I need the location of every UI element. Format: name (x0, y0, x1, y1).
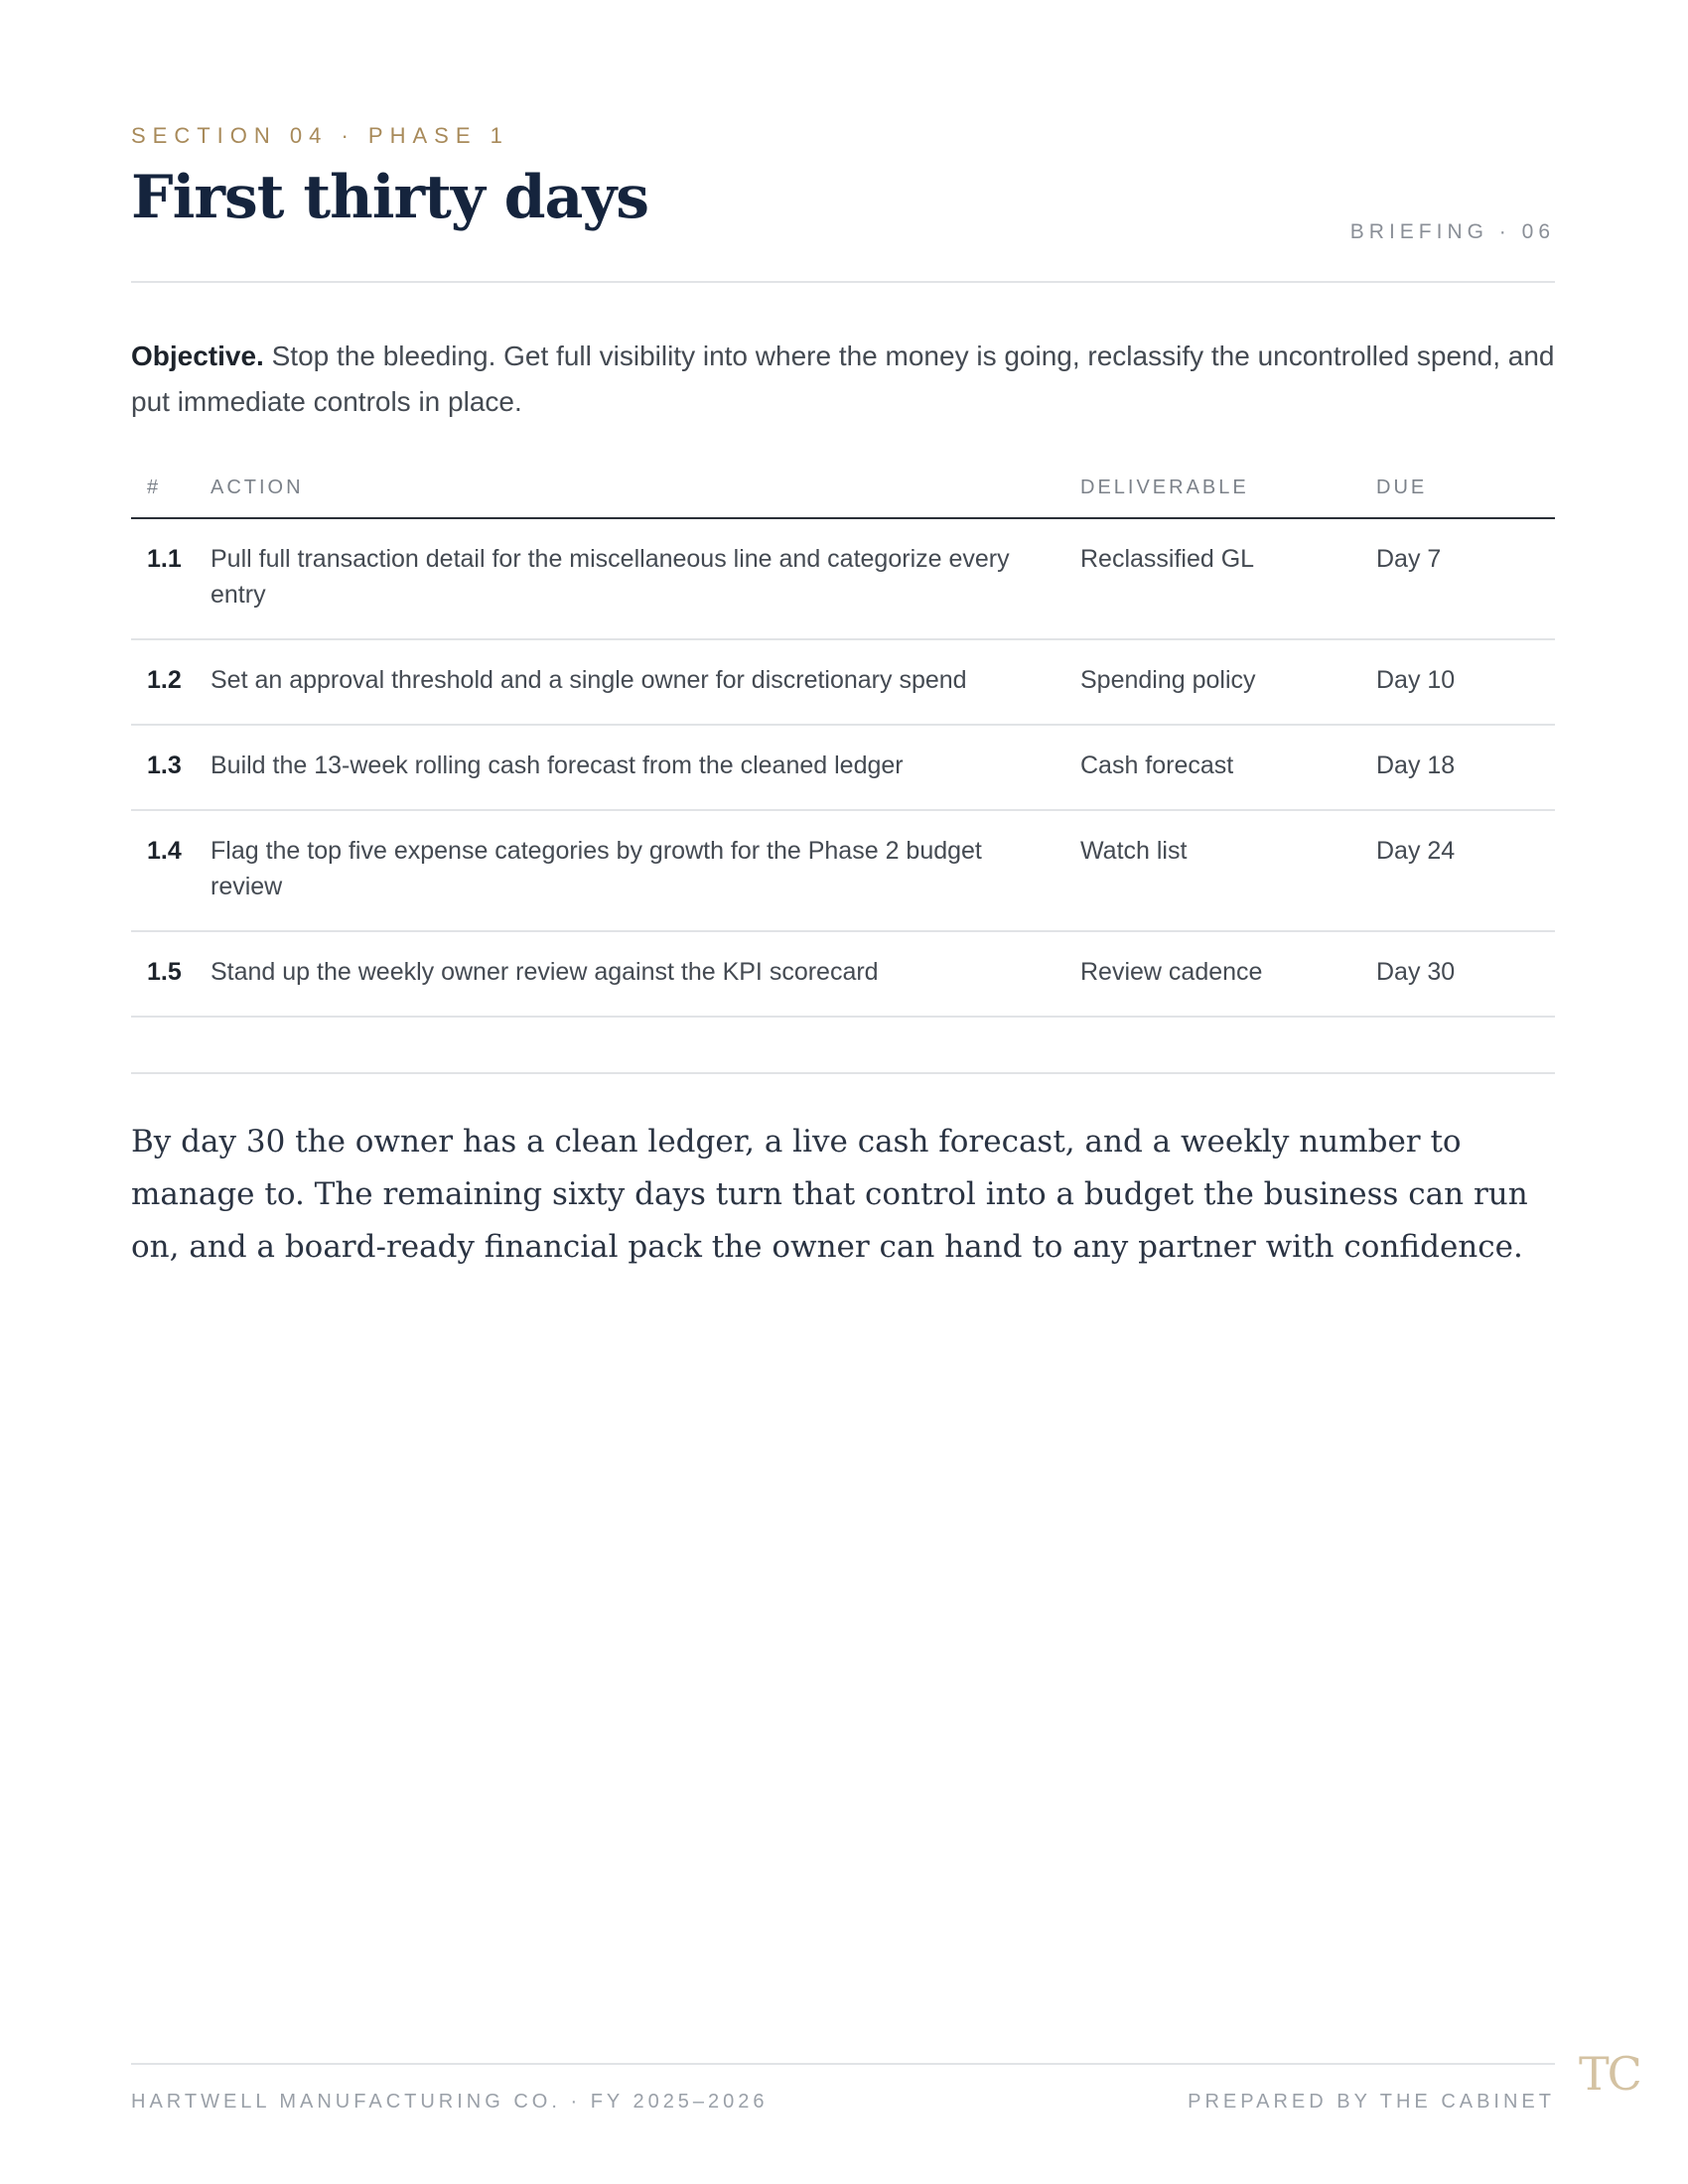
row-deliverable: Cash forecast (1080, 725, 1376, 810)
row-action: Build the 13-week rolling cash forecast from the cleaned ledger (211, 725, 1080, 810)
table-row (131, 810, 1555, 931)
row-number: 1.3 (131, 725, 211, 810)
table-row (131, 639, 1555, 725)
column-header-action: ACTION (211, 463, 1080, 518)
row-deliverable: Reclassified GL (1080, 518, 1376, 639)
column-header-num: # (131, 463, 211, 518)
section-eyebrow: SECTION 04 · PHASE 1 (131, 123, 509, 148)
row-number: 1.5 (131, 931, 211, 1017)
objective-paragraph (131, 334, 1555, 425)
table-row (131, 931, 1555, 1017)
row-due: Day 10 (1376, 639, 1555, 725)
row-due: Day 24 (1376, 810, 1555, 931)
section-divider (131, 1072, 1555, 1074)
action-table (131, 463, 1555, 1018)
row-number: 1.4 (131, 810, 211, 931)
closing-paragraph: By day 30 the owner has a clean ledger, a live cash forecast, and a weekly number to manage to. The remaining sixty days turn that control into a budget the business can run on, and a board-ready financial pack the owner can hand to any partner with confidence. (131, 1124, 1528, 1265)
row-deliverable: Spending policy (1080, 639, 1376, 725)
column-header-deliverable: DELIVERABLE (1080, 463, 1376, 518)
table-header-row (131, 463, 1555, 518)
footer-preparer: PREPARED BY THE CABINET (1188, 2091, 1555, 2113)
row-due: Day 7 (1376, 518, 1555, 639)
row-due: Day 30 (1376, 931, 1555, 1017)
row-deliverable: Watch list (1080, 810, 1376, 931)
page-title: First thirty days (131, 163, 649, 232)
row-number: 1.2 (131, 639, 211, 725)
document-page (131, 0, 1555, 2184)
briefing-label: BRIEFING · 06 (1349, 220, 1555, 243)
row-deliverable: Review cadence (1080, 931, 1376, 1017)
column-header-due: DUE (1376, 463, 1555, 518)
objective-text: Stop the bleeding. Get full visibility into where the money is going, reclassify the uncontrolled spend, and put immediate controls in place. (131, 341, 1555, 417)
row-action: Stand up the weekly owner review against the KPI scorecard (211, 931, 1080, 1017)
row-number: 1.1 (131, 518, 211, 639)
row-action: Flag the top five expense categories by growth for the Phase 2 budget review (211, 810, 1080, 931)
table-row (131, 518, 1555, 639)
header-divider (131, 281, 1555, 283)
row-action: Set an approval threshold and a single owner for discretionary spend (211, 639, 1080, 725)
monogram-logo: TC (1579, 2047, 1640, 2101)
footer-divider (131, 2063, 1555, 2065)
row-action: Pull full transaction detail for the miscellaneous line and categorize every entry (211, 518, 1080, 639)
footer-client: HARTWELL MANUFACTURING CO. · FY 2025–2026 (131, 2091, 769, 2113)
objective-lead: Objective. (131, 341, 264, 371)
row-due: Day 18 (1376, 725, 1555, 810)
table-row (131, 725, 1555, 810)
